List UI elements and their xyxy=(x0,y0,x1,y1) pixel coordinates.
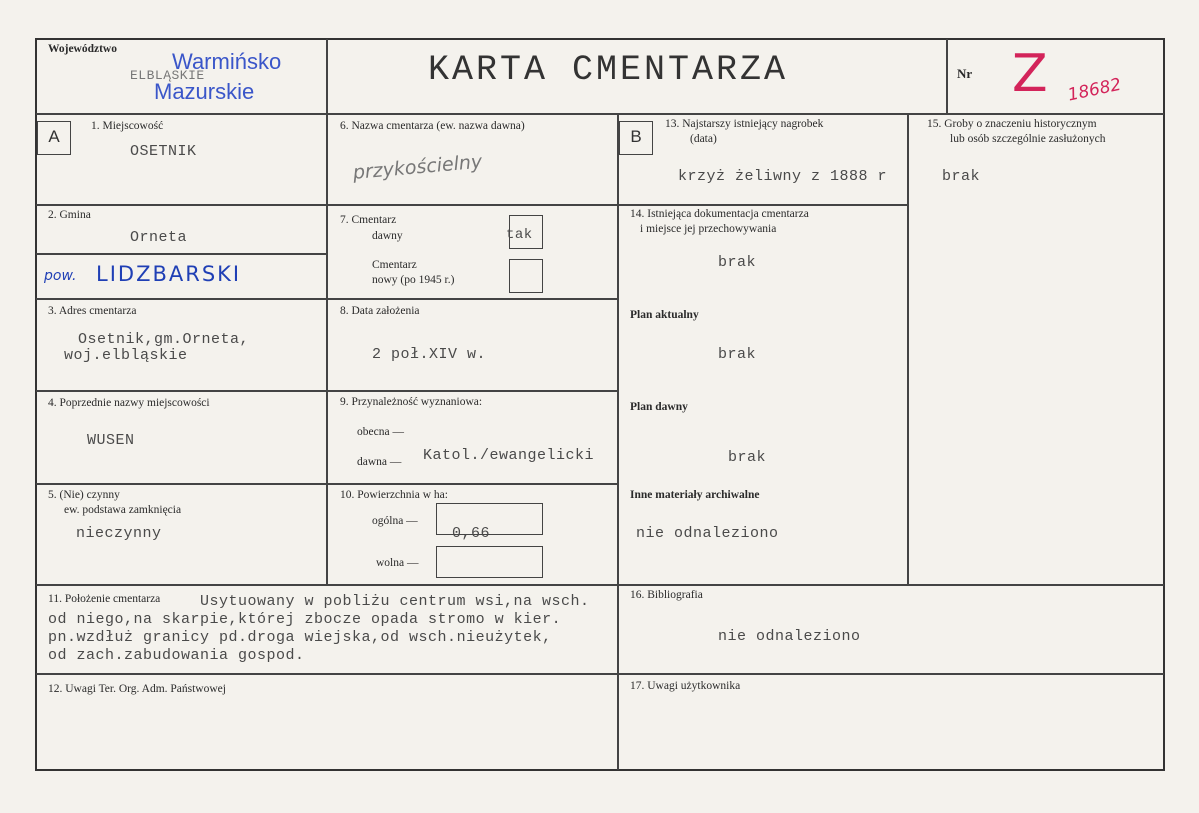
f15-label-2: lub osób szczególnie zasłużonych xyxy=(950,133,1106,145)
f14-value: brak xyxy=(718,254,757,271)
divider xyxy=(617,113,619,770)
f10-ogolna: ogólna — xyxy=(372,515,418,527)
f1-value: OSETNIK xyxy=(130,143,197,160)
f9-dawna-value: Katol./ewangelicki xyxy=(423,447,595,464)
divider xyxy=(36,584,1164,586)
pow-label: pow. xyxy=(44,268,77,284)
pow-value: LIDZBARSKI xyxy=(96,262,242,286)
plan-aktualny-value: brak xyxy=(718,346,757,363)
f11-line4: od zach.zabudowania gospod. xyxy=(48,647,305,664)
divider xyxy=(36,673,1164,675)
divider xyxy=(907,113,909,584)
f10-wolna: wolna — xyxy=(376,557,419,569)
f17-label: 17. Uwagi użytkownika xyxy=(630,680,741,692)
plan-dawny-value: brak xyxy=(728,449,767,466)
nr-number: 18682 xyxy=(1066,74,1124,106)
f11-line3: pn.wzdłuż granicy pd.droga wiejska,od wsch.nieużytek, xyxy=(48,629,552,646)
f7-label-1: 7. Cmentarz xyxy=(340,214,397,226)
divider xyxy=(618,204,908,206)
f9-label: 9. Przynależność wyznaniowa: xyxy=(340,396,483,408)
divider xyxy=(36,253,326,255)
inne-value: nie odnaleziono xyxy=(636,525,779,542)
f16-value: nie odnaleziono xyxy=(718,628,861,645)
plan-dawny-label: Plan dawny xyxy=(630,401,688,413)
divider xyxy=(946,39,948,114)
f13-label-2: (data) xyxy=(690,133,717,145)
f7-dawny-value: tak xyxy=(506,227,533,243)
f7-label-3: Cmentarz xyxy=(372,259,417,271)
f11-line2: od niego,na skarpie,której zbocze opada stromo w kier. xyxy=(48,611,562,628)
f1-label: 1. Miejscowość xyxy=(91,120,164,132)
f13-label-1: 13. Najstarszy istniejący nagrobek xyxy=(665,118,824,130)
wojewodztwo-stamp-line1: Warmińsko xyxy=(172,49,282,74)
divider xyxy=(36,390,618,392)
wojewodztwo-label: Województwo xyxy=(48,43,117,55)
f4-label: 4. Poprzednie nazwy miejscowości xyxy=(48,397,210,409)
f8-label: 8. Data założenia xyxy=(340,305,420,317)
divider xyxy=(36,113,1164,115)
f5-value: nieczynny xyxy=(76,525,162,542)
section-b-box xyxy=(619,121,653,155)
f5-label-1: 5. (Nie) czynny xyxy=(48,489,120,501)
f14-label-2: i miejsce jej przechowywania xyxy=(640,223,777,235)
f6-label: 6. Nazwa cmentarza (ew. nazwa dawna) xyxy=(340,120,525,132)
section-a-letter: A xyxy=(48,127,60,146)
f9-dawna: dawna — xyxy=(357,456,402,468)
f16-label: 16. Bibliografia xyxy=(630,589,703,601)
f13-value: krzyż żeliwny z 1888 r xyxy=(678,168,888,185)
f7-label-4: nowy (po 1945 r.) xyxy=(372,274,455,286)
f7-nowy-checkbox[interactable] xyxy=(509,259,543,293)
divider xyxy=(36,204,618,206)
f11-line1: Usytuowany w pobliżu centrum wsi,na wsch. xyxy=(200,593,590,610)
f11-label: 11. Położenie cmentarza xyxy=(48,593,161,605)
wojewodztwo-typed: ELBLĄSKIE xyxy=(130,68,205,83)
f8-value: 2 poł.XIV w. xyxy=(372,346,487,363)
f7-label-2: dawny xyxy=(372,230,403,242)
section-b-letter: B xyxy=(630,127,642,146)
f3-line2: woj.elbląskie xyxy=(64,347,188,364)
nr-label: Nr xyxy=(957,66,973,81)
f10-ogolna-value: 0,66 xyxy=(452,525,491,542)
f10-label: 10. Powierzchnia w ha: xyxy=(340,489,448,501)
divider xyxy=(326,39,328,584)
f15-value: brak xyxy=(942,168,981,185)
f14-label-1: 14. Istniejąca dokumentacja cmentarza xyxy=(630,208,809,220)
card-title: KARTA CMENTARZA xyxy=(428,50,789,90)
f3-line1: Osetnik,gm.Orneta, xyxy=(78,331,250,348)
f12-label: 12. Uwagi Ter. Org. Adm. Państwowej xyxy=(48,683,226,695)
nr-letter: Z xyxy=(1012,44,1048,104)
f5-label-2: ew. podstawa zamknięcia xyxy=(64,504,182,516)
f10-wolna-field[interactable] xyxy=(436,546,543,578)
inne-label: Inne materiały archiwalne xyxy=(630,489,760,501)
f15-label-1: 15. Groby o znaczeniu historycznym xyxy=(927,118,1097,130)
f2-value: Orneta xyxy=(130,229,188,246)
divider xyxy=(36,483,618,485)
f6-value: przykościelny xyxy=(352,150,484,184)
divider xyxy=(36,298,618,300)
f2-label: 2. Gmina xyxy=(48,209,91,221)
section-a-box xyxy=(37,121,71,155)
f9-obecna: obecna — xyxy=(357,426,404,438)
f4-value: WUSEN xyxy=(87,432,135,449)
wojewodztwo-stamp-line2: Mazurskie xyxy=(154,79,255,104)
plan-aktualny-label: Plan aktualny xyxy=(630,309,699,321)
f3-label: 3. Adres cmentarza xyxy=(48,305,137,317)
